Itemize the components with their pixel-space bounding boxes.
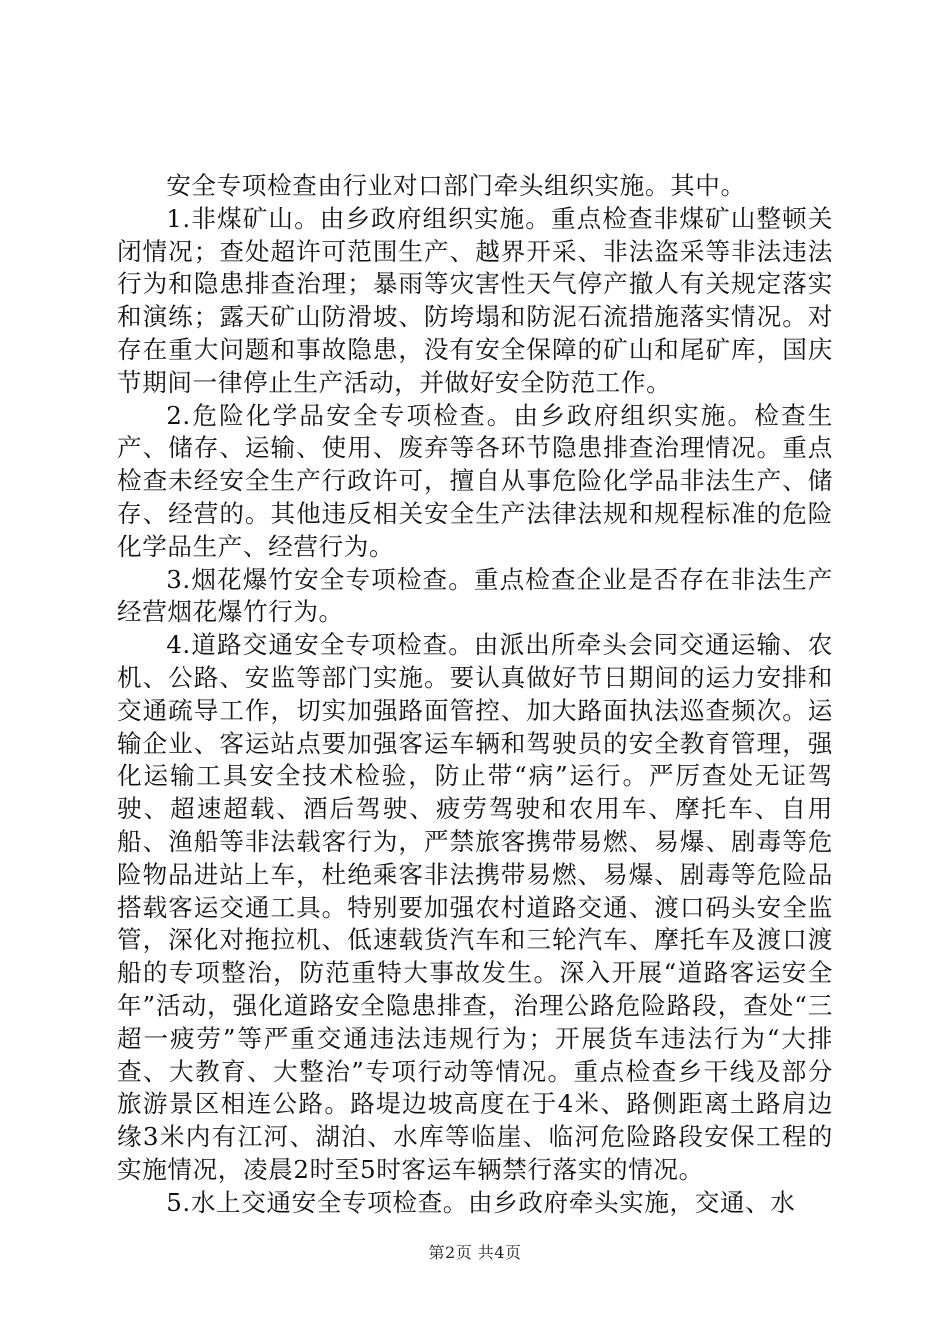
paragraph-intro: 安全专项检查由行业对口部门牵头组织实施。其中。 [166, 171, 746, 200]
paragraph-item-2: 2.危险化学品安全专项检查。由乡政府组织实施。检查生产、储存、运输、使用、废弃等各环节隐患排查治理情况。重点检查未经安全生产行政许可，擅自从事危险化学品非法生产、储存、经营的。其他违反相关安全生产法律法规和规程标准的危险化学品生产、经营行为。 [117, 400, 833, 561]
document-body [117, 170, 833, 1220]
paragraph-item-1: 1.非煤矿山。由乡政府组织实施。重点检查非煤矿山整顿关闭情况；查处超许可范围生产、越界开采、非法盗采等非法违法行为和隐患排查治理；暴雨等灾害性天气停产撤人有关规定落实和演练；露天矿山防滑坡、防垮塌和防泥石流措施落实情况。对存在重大问题和事故隐患，没有安全保障的矿山和尾矿库，国庆节期间一律停止生产活动，并做好安全防范工作。 [117, 203, 833, 397]
page-number-footer: 第2页 共4页 [428, 1243, 522, 1262]
paragraph-item-5: 5.水上交通安全专项检查。由乡政府牵头实施，交通、水 [166, 1187, 796, 1217]
paragraph-item-4: 4.道路交通安全专项检查。由派出所牵头会同交通运输、农机、公路、安监等部门实施。要认真做好节日期间的运力安排和交通疏导工作，切实加强路面管控、加大路面执法巡查频次。运输企业、客运站点要加强客运车辆和驾驶员的安全教育管理，强化运输工具安全技术检验，防止带“病”运行。严厉查处无证驾驶、超速超载、酒后驾驶、疲劳驾驶和农用车、摩托车、自用船、渔船等非法载客行为，严禁旅客携带易燃、易爆、剧毒等危险物品进站上车，杜绝乘客非法携带易燃、易爆、剧毒等危险品搭载客运交通工具。特别要加强农村道路交通、渡口码头安全监管，深化对拖拉机、低速载货汽车和三轮汽车、摩托车及渡口渡船的专项整治，防范重特大事故发生。深入开展“道路客运安全年”活动，强化道路安全隐患排查，治理公路危险路段，查处“三超一疲劳”等严重交通违法违规行为；开展货车违法行为“大排查、大教育、大整治”专项行动等情况。重点检查乡干线及部分旅游景区相连公路。路堤边坡高度在于4米、路侧距离土路肩边缘3米内有江河、湖泊、水库等临崖、临河危险路段安保工程的实施情况，凌晨2时至5时客运车辆禁行落实的情况。 [117, 630, 833, 1184]
paragraph-item-3: 3.烟花爆竹安全专项检查。重点检查企业是否存在非法生产经营烟花爆竹行为。 [117, 564, 833, 627]
